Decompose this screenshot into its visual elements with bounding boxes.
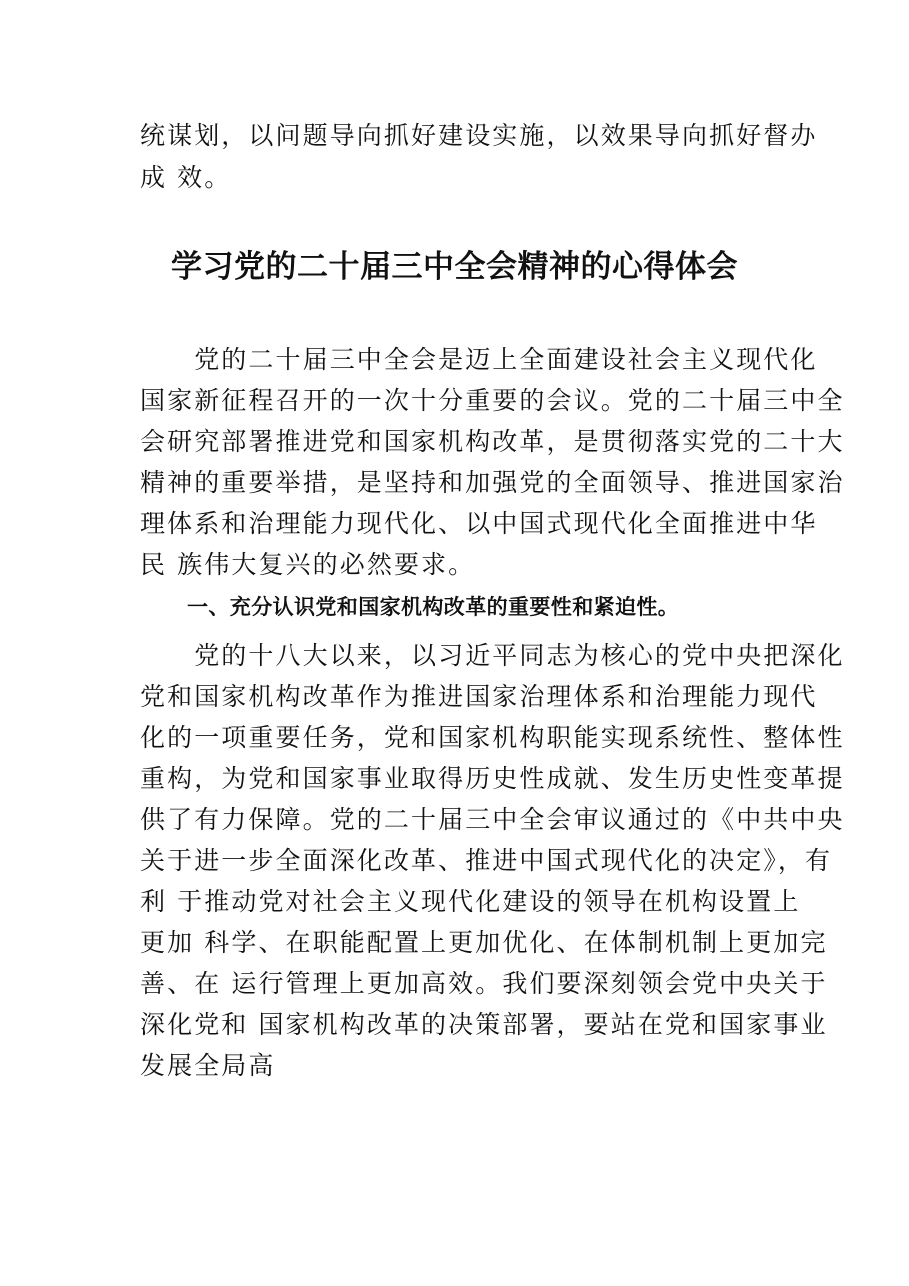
section-paragraph-line-11: 发展全局高 bbox=[140, 1051, 276, 1080]
intro-paragraph-line-5: 理体系和治理能力现代化、以中国式现代化全面推进中华 bbox=[140, 509, 818, 538]
intro-paragraph-line-2: 国家新征程召开的一次十分重要的会议。党的二十届三中全 bbox=[140, 386, 845, 415]
section-paragraph-line-8: 更加 科学、在职能配置上更加优化、在体制机制上更加完 bbox=[140, 928, 828, 957]
section-paragraph-line-6: 关于进一步全面深化改革、推进中国式现代化的决定》，有 bbox=[140, 846, 833, 875]
section-paragraph-line-7: 利 于推动党对社会主义现代化建设的领导在机构设置上 bbox=[140, 887, 801, 916]
document-title: 学习党的二十届三中全会精神的心得体会 bbox=[171, 249, 738, 285]
section-paragraph-line-1: 党的十八大以来，以习近平同志为核心的党中央把深化 bbox=[140, 641, 845, 670]
top-paragraph-line-1: 统谋划，以问题导向抓好建设实施，以效果导向抓好督办 bbox=[140, 121, 818, 150]
top-paragraph-line-2: 成 效。 bbox=[140, 163, 232, 192]
section-paragraph-line-3: 化的一项重要任务，党和国家机构职能实现系统性、整体性 bbox=[140, 723, 845, 752]
section-paragraph-line-4: 重构，为党和国家事业取得历史性成就、发生历史性变革提 bbox=[140, 764, 845, 793]
intro-paragraph-line-4: 精神的重要举措，是坚持和加强党的全面领导、推进国家治 bbox=[140, 468, 845, 497]
section-paragraph-line-5: 供了有力保障。党的二十届三中全会审议通过的《中共中央 bbox=[140, 805, 845, 834]
section-paragraph-line-2: 党和国家机构改革作为推进国家治理体系和治理能力现代 bbox=[140, 682, 818, 711]
intro-paragraph-line-3: 会研究部署推进党和国家机构改革，是贯彻落实党的二十大 bbox=[140, 427, 845, 456]
section-paragraph-line-9: 善、在 运行管理上更加高效。我们要深刻领会党中央关于 bbox=[140, 969, 828, 998]
section-heading: 一、充分认识党和国家机构改革的重要性和紧迫性。 bbox=[187, 595, 680, 619]
section-paragraph-line-10: 深化党和 国家机构改革的决策部署，要站在党和国家事业 bbox=[140, 1010, 828, 1039]
intro-paragraph-line-6: 民 族伟大复兴的必然要求。 bbox=[140, 550, 476, 579]
intro-paragraph-line-1: 党的二十届三中全会是迈上全面建设社会主义现代化 bbox=[140, 345, 818, 374]
